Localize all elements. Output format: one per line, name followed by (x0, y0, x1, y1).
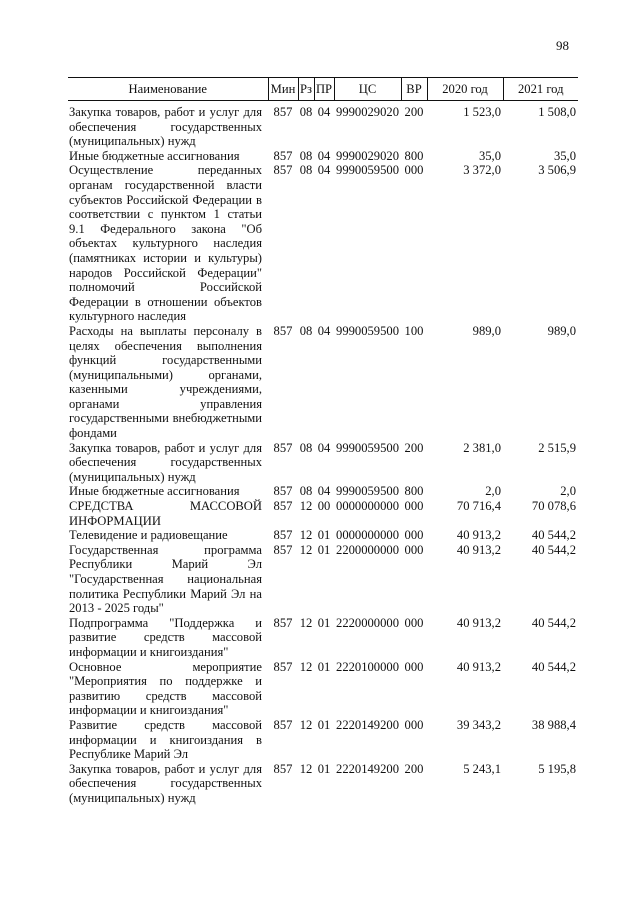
cell-vr: 200 (404, 440, 424, 455)
cell-2021: 40 544,2 (531, 542, 576, 557)
cell-cs: 2220100000 (336, 659, 399, 674)
table-row (68, 484, 578, 499)
cell-pr: 04 (317, 148, 331, 163)
table-row (68, 324, 578, 441)
cell-2021: 35,0 (553, 148, 576, 163)
cell-vr: 000 (404, 542, 424, 557)
cell-name: Подпрограмма "Поддержка и развитие средств массовой информации и книгоиздания" (69, 615, 262, 659)
header-min: Мин (268, 78, 298, 101)
cell-rz: 12 (299, 542, 313, 557)
table-row (68, 528, 578, 543)
cell-name: Иные бюджетные ассигнования (69, 148, 240, 163)
cell-pr: 00 (317, 499, 331, 514)
page-number: 98 (556, 38, 569, 53)
table-row (68, 616, 578, 660)
cell-pr: 04 (317, 484, 331, 499)
cell-vr: 000 (404, 499, 424, 514)
table-row (68, 163, 578, 324)
cell-vr: 200 (404, 761, 424, 776)
cell-vr: 200 (404, 105, 424, 119)
cell-pr: 01 (317, 659, 331, 674)
cell-rz: 12 (299, 761, 313, 776)
cell-pr: 01 (317, 615, 331, 630)
cell-min: 857 (273, 499, 293, 514)
cell-cs: 0000000000 (336, 528, 399, 543)
table-body (68, 101, 578, 806)
cell-min: 857 (273, 717, 293, 732)
table-header (68, 78, 578, 101)
cell-cs: 2220149200 (336, 717, 399, 732)
cell-cs: 9990059500 (336, 440, 399, 455)
table-row (68, 543, 578, 616)
cell-name: Государственная программа Республики Марий Эл "Государственная национальная политика Республики Марий Эл на 2013 - 2025 годы" (69, 542, 262, 616)
cell-min: 857 (273, 105, 293, 119)
cell-rz: 12 (299, 499, 313, 514)
cell-2020: 40 913,2 (456, 659, 501, 674)
cell-2021: 989,0 (547, 323, 576, 338)
table-row (68, 718, 578, 762)
cell-2020: 40 913,2 (456, 542, 501, 557)
cell-cs: 2220000000 (336, 615, 399, 630)
cell-vr: 800 (404, 484, 424, 499)
cell-vr: 000 (404, 615, 424, 630)
header-cs: ЦС (334, 78, 401, 101)
cell-cs: 0000000000 (336, 499, 399, 514)
cell-2021: 40 544,2 (531, 659, 576, 674)
cell-2021: 40 544,2 (531, 615, 576, 630)
cell-pr: 04 (317, 440, 331, 455)
cell-name: Закупка товаров, работ и услуг для обеспечения государственных (муниципальных) нужд (69, 440, 262, 484)
cell-2021: 1 508,0 (538, 105, 576, 119)
cell-name: Расходы на выплаты персоналу в целях обеспечения выполнения функций государственными (муниципальными) органами, казенными учреждениями, органами управления государственными внебюджетными фондами (69, 323, 262, 441)
cell-vr: 000 (404, 717, 424, 732)
cell-name: Закупка товаров, работ и услуг для обеспечения государственных (муниципальных) нужд (69, 761, 262, 805)
cell-name: СРЕДСТВА МАССОВОЙ ИНФОРМАЦИИ (69, 499, 262, 528)
header-row (68, 78, 578, 101)
cell-min: 857 (273, 615, 293, 630)
cell-cs: 2220149200 (336, 761, 399, 776)
cell-rz: 08 (299, 163, 313, 178)
cell-pr: 04 (317, 105, 331, 119)
cell-pr: 04 (317, 323, 331, 338)
cell-rz: 12 (299, 528, 313, 543)
cell-pr: 01 (317, 528, 331, 543)
cell-vr: 000 (404, 528, 424, 543)
cell-rz: 08 (299, 440, 313, 455)
cell-pr: 01 (317, 542, 331, 557)
cell-cs: 9990059500 (336, 323, 399, 338)
header-rz: Рз (298, 78, 314, 101)
cell-vr: 800 (404, 148, 424, 163)
cell-2020: 5 243,1 (463, 761, 501, 776)
table-row (68, 441, 578, 485)
table-row (68, 149, 578, 164)
cell-rz: 12 (299, 717, 313, 732)
cell-min: 857 (273, 148, 293, 163)
cell-min: 857 (273, 542, 293, 557)
cell-cs: 9990029020 (336, 148, 399, 163)
cell-2020: 3 372,0 (463, 163, 501, 178)
cell-name: Закупка товаров, работ и услуг для обеспечения государственных (муниципальных) нужд (69, 105, 262, 149)
cell-name: Развитие средств массовой информации и книгоиздания в Республике Марий Эл (69, 717, 262, 762)
cell-2021: 5 195,8 (538, 761, 576, 776)
cell-rz: 12 (299, 659, 313, 674)
header-vr: ВР (401, 78, 427, 101)
cell-2021: 3 506,9 (538, 163, 576, 178)
cell-2020: 39 343,2 (456, 717, 501, 732)
cell-cs: 2200000000 (336, 542, 399, 557)
cell-cs: 9990059500 (336, 484, 399, 499)
table-row (68, 660, 578, 718)
cell-min: 857 (273, 761, 293, 776)
cell-2020: 40 913,2 (456, 528, 501, 543)
cell-cs: 9990029020 (336, 105, 399, 119)
budget-table-container (68, 77, 578, 806)
header-2020: 2020 год (427, 78, 503, 101)
cell-min: 857 (273, 163, 293, 178)
cell-2021: 70 078,6 (531, 499, 576, 514)
cell-name: Иные бюджетные ассигнования (69, 484, 240, 499)
cell-rz: 08 (299, 484, 313, 499)
cell-rz: 08 (299, 105, 313, 119)
cell-vr: 100 (404, 323, 424, 338)
table-row (68, 101, 578, 149)
cell-name: Телевидение и радиовещание (69, 528, 228, 543)
cell-2021: 38 988,4 (531, 717, 576, 732)
cell-name: Основное мероприятие "Мероприятия по поддержке и развитию средств массовой информации и книгоиздания" (69, 659, 262, 718)
cell-min: 857 (273, 484, 293, 499)
cell-pr: 01 (317, 717, 331, 732)
cell-pr: 01 (317, 761, 331, 776)
cell-2020: 35,0 (478, 148, 501, 163)
cell-vr: 000 (404, 163, 424, 178)
cell-pr: 04 (317, 163, 331, 178)
table-row (68, 499, 578, 528)
cell-rz: 08 (299, 323, 313, 338)
cell-rz: 08 (299, 148, 313, 163)
cell-2021: 2,0 (560, 484, 576, 499)
cell-2020: 2 381,0 (463, 440, 501, 455)
header-2021: 2021 год (503, 78, 578, 101)
header-name: Наименование (68, 78, 268, 101)
cell-2021: 40 544,2 (531, 528, 576, 543)
cell-2020: 2,0 (485, 484, 501, 499)
cell-min: 857 (273, 659, 293, 674)
cell-rz: 12 (299, 615, 313, 630)
cell-2020: 40 913,2 (456, 615, 501, 630)
cell-min: 857 (273, 528, 293, 543)
table-row (68, 762, 578, 806)
cell-min: 857 (273, 323, 293, 338)
cell-2020: 1 523,0 (463, 105, 501, 119)
budget-table (68, 77, 578, 806)
cell-cs: 9990059500 (336, 163, 399, 178)
header-pr: ПР (314, 78, 334, 101)
cell-2020: 70 716,4 (456, 499, 501, 514)
cell-name: Осуществление переданных органам государственной власти субъектов Российской Федерации в соответствии с пунктом 1 статьи 9.1 Федерального закона "Об объектах культурного наследия (памятниках истории и культуры) народов Российской Федерации" полномочий Российской Федерации в отношении объектов культурного наследия (69, 163, 262, 324)
cell-min: 857 (273, 440, 293, 455)
cell-2020: 989,0 (472, 323, 501, 338)
cell-vr: 000 (404, 659, 424, 674)
cell-2021: 2 515,9 (538, 440, 576, 455)
